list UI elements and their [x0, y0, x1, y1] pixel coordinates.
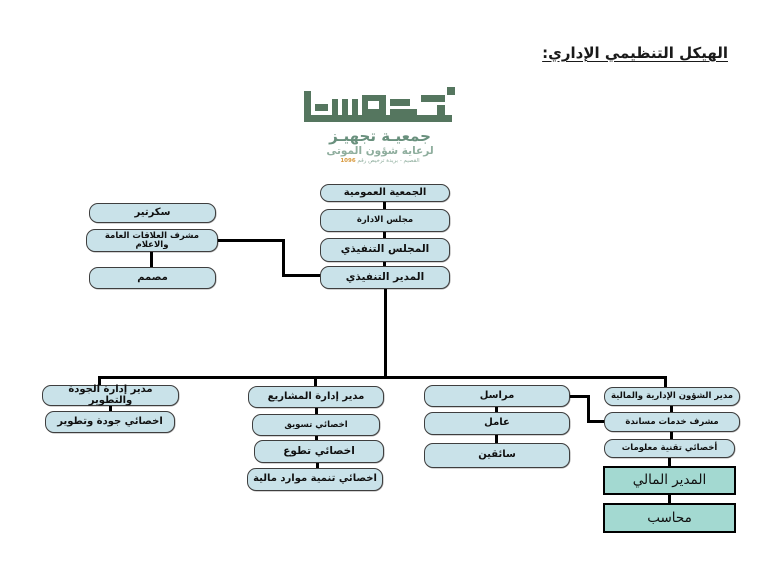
org-node-quality-dev-manager: مدير إدارة الجودة والتطوير [42, 385, 179, 406]
org-node-executive-director: المدير التنفيذي [320, 266, 450, 289]
org-node-volunteering-specialist: اخصائي تطوع [254, 440, 384, 463]
connector-line [384, 287, 387, 377]
org-node-financial-manager: المدير المالي [603, 466, 736, 495]
connector-line [587, 395, 590, 423]
logo-tagline: لرعاية شؤون الموتى [326, 145, 434, 158]
org-node-it-specialist: أخصائي تقنية معلومات [604, 439, 735, 458]
connector-line [98, 376, 667, 379]
org-node-marketing-specialist: اخصائي تسويق [252, 414, 380, 436]
tajheez-kufic-logo-icon [300, 86, 460, 126]
org-node-worker: عامل [424, 412, 570, 435]
page-title: الهيكل التنظيمي الإداري: [542, 44, 728, 62]
logo-license-number: 1096 [340, 157, 356, 164]
org-node-messenger: مراسل [424, 385, 570, 407]
org-node-designer: مصمم [89, 267, 216, 289]
connector-line [282, 239, 285, 277]
connector-line [216, 239, 285, 242]
org-node-quality-dev-specialist: اخصائي جودة وتطوير [45, 411, 175, 433]
org-node-secretary: سكرتير [89, 203, 216, 223]
org-node-admin-financial-affairs-manager: مدير الشؤون الإدارية والمالية [604, 387, 740, 406]
connector-line [282, 274, 322, 277]
org-logo [300, 86, 460, 165]
logo-license-line: القصيم - بريدة ترخيص رقم 1096 [340, 157, 420, 164]
org-node-drivers: سائقين [424, 443, 570, 468]
org-node-board-of-directors: مجلس الادارة [320, 209, 450, 232]
org-node-executive-council: المجلس التنفيذي [320, 238, 450, 262]
org-node-projects-manager: مدير إدارة المشاريع [248, 386, 384, 408]
org-node-accountant: محاسب [603, 503, 736, 533]
connector-line [150, 251, 153, 268]
org-node-general-assembly: الجمعية العمومية [320, 184, 450, 202]
org-node-financial-resources-specialist: اخصائي تنمية موارد مالية [247, 468, 383, 491]
org-node-pr-media-supervisor: مشرف العلاقات العامة والاعلام [86, 229, 218, 252]
logo-org-name: جمعيـة تجهيـز [329, 127, 431, 145]
org-node-support-services-supervisor: مشرف خدمات مساندة [604, 412, 740, 432]
